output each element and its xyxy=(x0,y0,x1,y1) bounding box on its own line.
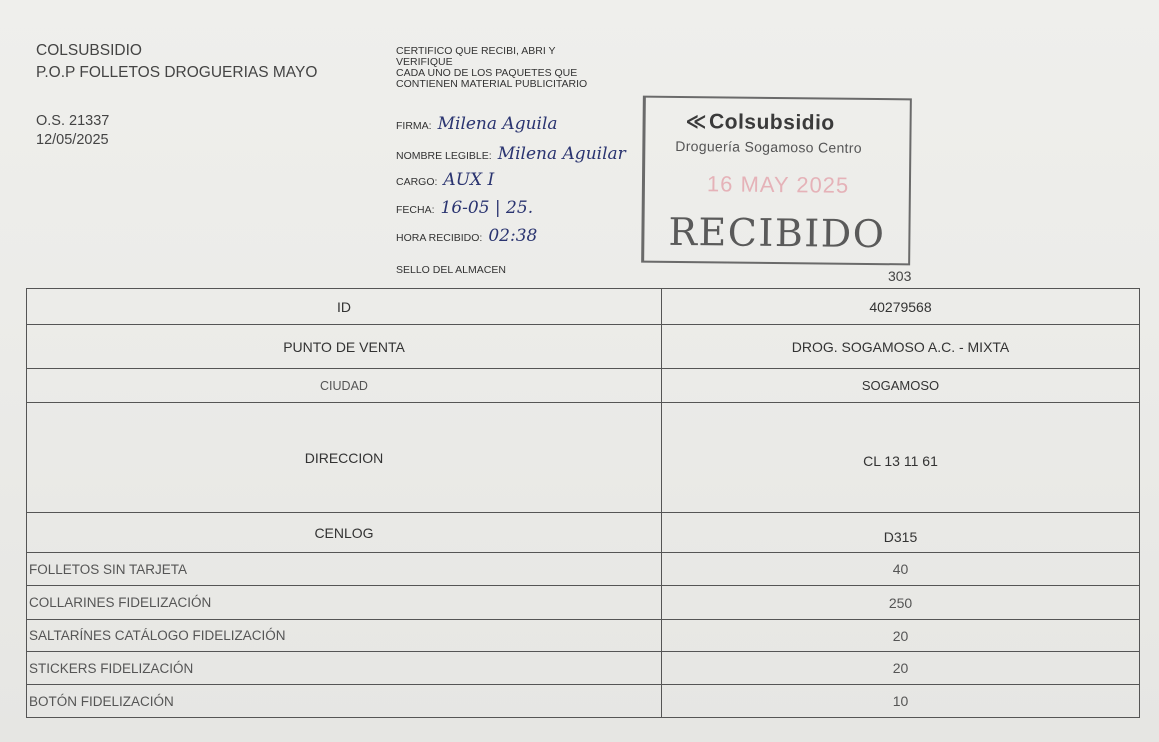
cargo-label: CARGO: xyxy=(396,176,438,188)
table-row xyxy=(27,289,1140,325)
hora-row xyxy=(396,226,537,246)
table-row xyxy=(27,325,1140,369)
stamp-subtitle: Droguería Sogamoso Centro xyxy=(675,137,862,156)
hora-label: HORA RECIBIDO: xyxy=(396,232,483,244)
table-row xyxy=(27,620,1140,652)
hora-value: 02:38 xyxy=(488,226,538,246)
fecha-value: 16-05 | 25. xyxy=(440,198,534,218)
item-quantity: 40 xyxy=(662,553,1140,586)
firma-label: FIRMA: xyxy=(396,120,432,132)
stamp-status: RECIBIDO xyxy=(668,209,886,257)
detail-label: PUNTO DE VENTA xyxy=(27,325,662,369)
nombre-value: Milena Aguilar xyxy=(497,144,626,164)
certification-text: CERTIFICO QUE RECIBI, ABRI Y VERIFIQUE CADA UNO DE LOS PAQUETES QUE CONTIENEN MATERIAL PUBLICITARIO xyxy=(396,45,588,90)
detail-value: SOGAMOSO xyxy=(662,369,1140,403)
table-row xyxy=(27,369,1140,403)
table-row xyxy=(27,685,1140,718)
item-label: FOLLETOS SIN TARJETA xyxy=(27,553,662,586)
item-label: STICKERS FIDELIZACIÓN xyxy=(27,652,662,685)
detail-value: D315 xyxy=(662,513,1140,553)
table-row xyxy=(27,513,1140,553)
sello-row xyxy=(396,264,506,276)
detail-value: 40279568 xyxy=(662,289,1140,325)
order-date: 12/05/2025 xyxy=(36,132,109,148)
cargo-value: AUX I xyxy=(443,170,495,190)
campaign-title: P.O.P FOLLETOS DROGUERIAS MAYO xyxy=(36,64,318,81)
detail-label: ID xyxy=(27,289,662,325)
item-label: BOTÓN FIDELIZACIÓN xyxy=(27,685,662,718)
firma-row xyxy=(396,114,558,134)
document-header xyxy=(36,40,317,150)
detail-label: CENLOG xyxy=(27,513,662,553)
table-row xyxy=(27,403,1140,513)
item-quantity: 250 xyxy=(662,586,1140,620)
detail-label: CIUDAD xyxy=(27,369,662,403)
detail-label: DIRECCION xyxy=(27,403,662,513)
delivery-table xyxy=(26,288,1140,718)
table-row xyxy=(27,652,1140,685)
detail-value: DROG. SOGAMOSO A.C. - MIXTA xyxy=(662,325,1140,369)
table-row xyxy=(27,586,1140,620)
sello-label: SELLO DEL ALMACEN xyxy=(396,264,506,276)
nombre-row xyxy=(396,144,626,164)
item-quantity: 20 xyxy=(662,620,1140,652)
order-number: O.S. 21337 xyxy=(36,113,110,129)
item-quantity: 20 xyxy=(662,652,1140,685)
firma-signature: Milena Aguila xyxy=(437,114,558,134)
detail-value: CL 13 11 61 xyxy=(662,403,1140,513)
company-name: COLSUBSIDIO xyxy=(36,42,142,59)
cargo-row xyxy=(396,170,494,190)
fecha-row xyxy=(396,198,533,218)
stamp-date: 16 MAY 2025 xyxy=(706,171,850,198)
table-row xyxy=(27,553,1140,586)
item-label: COLLARINES FIDELIZACIÓN xyxy=(27,586,662,620)
brand-logo-icon: ≪ xyxy=(685,111,708,134)
fecha-label: FECHA: xyxy=(396,204,435,216)
item-label: SALTARÍNES CATÁLOGO FIDELIZACIÓN xyxy=(27,620,662,652)
page-number: 303 xyxy=(888,268,912,284)
item-quantity: 10 xyxy=(662,685,1140,718)
certification-block xyxy=(396,46,646,90)
stamp-brand: ≪Colsubsidio xyxy=(685,110,835,135)
received-stamp xyxy=(641,96,912,266)
nombre-label: NOMBRE LEGIBLE: xyxy=(396,150,492,162)
